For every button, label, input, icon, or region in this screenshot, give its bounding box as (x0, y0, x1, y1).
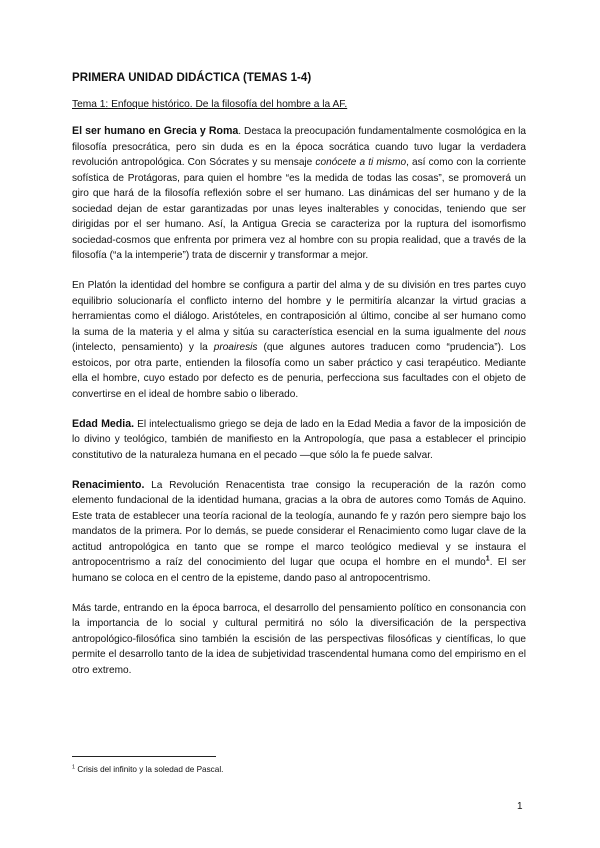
footnote-reference[interactable]: 1 (485, 555, 490, 563)
text-segment: En Platón la identidad del hombre se configura a partir del alma y de su división en tres partes cuyo equilibrio solucionaría el conflicto interno del hombre y le permitiría alcanzar la virtud gracias a herramientas como el diálogo. Aristóteles, en contraposición al último, concibe al ser humano como la suma de la materia y el alma y sitúa su característica esencial en la suma igualmente del (72, 280, 526, 338)
footnote-divider (72, 756, 216, 757)
footnote-text: Crisis del infinito y la soledad de Pascal. (75, 765, 224, 774)
topic-subtitle: Tema 1: Enfoque histórico. De la filosofía del hombre a la AF. (72, 99, 348, 110)
italic-term-nous: nous (504, 326, 526, 338)
heading-renacimiento: Renacimiento. (72, 478, 145, 491)
document-page (72, 72, 526, 693)
page-number: 1 (517, 801, 523, 812)
paragraph-renacimiento (72, 478, 526, 587)
text-segment: . Destaca la preocupación fundamentalmente cosmológica en la filosofía presocrática, pero sin duda es en la época socrática cuando tuvo lugar la verdadera revolución antropológica. Con Sócrates y su mensaje (72, 126, 526, 168)
text-segment: Más tarde, entrando en la época barroca, el desarrollo del pensamiento político en consonancia con la importancia de lo social y cultural permitirá no sólo la diversificación de la perspectiva antropológico-filosófica sino también la escisión de las perspectivas filosóficas y científicas, lo que permite el desarrollo tanto de la idea de subjetividad trascendental humana como del empirismo en el otro extremo. (72, 602, 526, 676)
footnote (72, 764, 223, 775)
paragraph-edad-media (72, 417, 526, 464)
document-title: PRIMERA UNIDAD DIDÁCTICA (TEMAS 1-4) (72, 72, 312, 84)
heading-grecia-roma: El ser humano en Grecia y Roma (72, 125, 239, 137)
heading-edad-media: Edad Media. (72, 417, 135, 430)
text-segment: La Revolución Renacentista trae consigo la recuperación de la razón como elemento fundacional de la identidad humana, gracias a la obra de autores como Tomás de Aquino. Este trata de establecer una teoría racional de la teología, aunando fe y razón pero siempre bajo los mandatos de la primera. Por lo demás, se puede considerar el Renacimiento como lugar clave de la actitud antropológica en tanto que se rompe el marco teológico medieval y se instaura el antropocentrismo a raíz del conocimiento del lugar que ocupa el hombre en el mundo (72, 479, 526, 568)
footnote-marker: 1 (72, 764, 76, 771)
paragraph-barroco (72, 601, 526, 679)
italic-phrase: conócete a ti mismo (315, 157, 407, 168)
text-segment: , así como con la corriente sofística de Protágoras, para quien el hombre “es la medida de todas las cosas”, se promoverá un giro que hará de la filosofía reflexión sobre el ser humano. Las dinámicas del ser humano y de la sociedad dejan de estar garantizadas por unas leyes inalterables y conocidas, teniendo que ser dirigidas por el ser humano. Así, la Antigua Grecia se caracteriza por la ruptura del isomorfismo sociedad-cosmos que enfrenta por primera vez al hombre con su propia realidad, que a través de la filosofía (“a la intemperie”) trata de discernir y transformar a mejor. (72, 157, 526, 261)
italic-term-proairesis: proairesis (213, 342, 258, 353)
text-segment: . El ser humano se coloca en el centro de la episteme, dando paso al antropocentrismo. (72, 557, 526, 584)
text-segment: (intelecto, pensamiento) y la (72, 342, 214, 353)
paragraph-grecia-roma (72, 124, 526, 264)
paragraph-platon (72, 278, 526, 402)
text-segment: (que algunes autores traducen como “prudencia”). Los estoicos, por otra parte, entienden la filosofía como un saber práctico y casi terapéutico. Mediante ella el hombre, cuyo estado por defecto es de penuria, perfecciona sus facultades con el objeto de convertirse en el ideal de hombre sabio o liberado. (72, 342, 526, 400)
text-segment: El intelectualismo griego se deja de lado en la Edad Media a favor de la imposición de lo divino y teológico, también de manifiesto en la Antropología, que pasa a establecer el principio constitutivo de la naturaleza humana en el pecado —que sólo la fe puede salvar. (72, 418, 526, 461)
